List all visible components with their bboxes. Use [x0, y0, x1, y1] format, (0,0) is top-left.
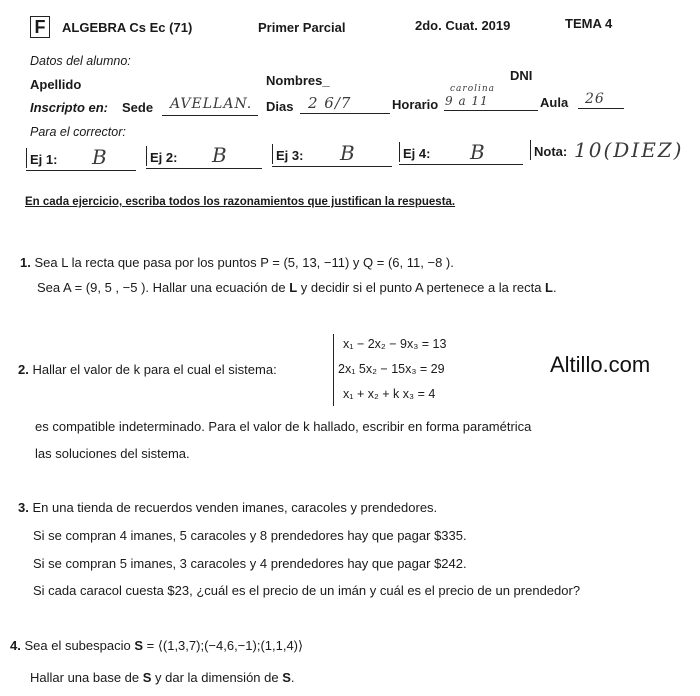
watermark: Altillo.com: [550, 352, 651, 377]
question-3: [18, 500, 437, 515]
question-4-set: = ⟨(1,3,7);(−4,6,−1);(1,1,4)⟩: [143, 638, 304, 653]
grade-value: 10(DIEZ): [574, 138, 684, 162]
grade-row-bar: [272, 144, 273, 164]
grade-label: Nota:: [534, 144, 568, 159]
dias-label: Dias: [266, 99, 294, 114]
question-2-line-2: es compatible indeterminado. Para el valor de k hallado, escribir en forma paramétrica: [35, 419, 532, 434]
question-4-line-2: Hallar una base de S y dar la dimensión de S.: [30, 670, 295, 685]
question-number: 3.: [18, 500, 29, 515]
dias-value: 2 6/7: [308, 94, 352, 112]
question-1-line-1: Sea L la recta que pasa por los puntos P = (5, 13, −11) y Q = (6, 11, −8 ).: [34, 255, 454, 270]
aula-label: Aula: [540, 95, 569, 110]
horario-value: 9 a 11: [445, 94, 489, 108]
ej2-label: Ej 2:: [150, 150, 178, 165]
question-3-line-4: Si cada caracol cuesta $23, ¿cuál es el precio de un imán y cuál es el precio de un prendedor?: [33, 583, 581, 598]
question-3-line-2: Si se compran 4 imanes, 5 caracoles y 8 prendedores hay que pagar $335.: [33, 528, 467, 543]
ej1-underline: [26, 170, 136, 171]
question-number: 4.: [10, 638, 21, 653]
form-letter-badge: F: [30, 16, 50, 38]
theme-label: TEMA 4: [565, 16, 613, 31]
ej3-mark: B: [340, 141, 356, 165]
ej1-label: Ej 1:: [30, 152, 58, 167]
ej2-underline: [146, 168, 262, 169]
question-1-line-2: Sea A = (9, 5 , −5 ). Hallar una ecuación de L y decidir si el punto A pertenece a la recta L.: [37, 280, 557, 295]
question-2-line-3: las soluciones del sistema.: [35, 446, 190, 461]
question-number: 1.: [20, 255, 31, 270]
horario-label: Horario: [392, 97, 439, 112]
surname-label: Apellido: [30, 77, 82, 92]
corrector-section-label: Para el corrector:: [30, 125, 126, 139]
system-equation-2: 2x₁ 5x₂ − 15x₃ = 29: [338, 362, 445, 376]
question-3-line-1: En una tienda de recuerdos venden imanes, caracoles y prendedores.: [32, 500, 438, 515]
dni-label: DNI: [510, 68, 533, 83]
instruction-text: En cada ejercicio, escriba todos los razonamientos que justifican la respuesta.: [25, 196, 456, 208]
ej2-mark: B: [212, 143, 228, 167]
question-4: 4. Sea el subespacio S = ⟨(1,3,7);(−4,6,−1);(1,1,4)⟩: [10, 638, 304, 653]
system-brace: [333, 334, 334, 406]
question-2: [18, 362, 277, 377]
course-title: ALGEBRA Cs Ec (71): [62, 20, 193, 35]
student-section-label: Datos del alumno:: [30, 54, 131, 68]
exam-title: Primer Parcial: [258, 20, 346, 35]
ej4-mark: B: [470, 140, 486, 164]
grade-row-bar: [146, 146, 147, 166]
question-3-line-3: Si se compran 5 imanes, 3 caracoles y 4 prendedores hay que pagar $242.: [33, 556, 467, 571]
system-equation-3: x₁ + x₂ + k x₃ = 4: [343, 387, 436, 401]
ej3-label: Ej 3:: [276, 148, 304, 163]
horario-note: carolina: [450, 84, 496, 94]
enrolled-label: Inscripto en:: [30, 100, 109, 115]
sede-underline: [162, 115, 258, 116]
aula-value: 26: [585, 91, 605, 107]
aula-underline: [578, 108, 624, 109]
question-2-intro: Hallar el valor de k para el cual el sistema:: [32, 362, 277, 377]
ej4-underline: [399, 164, 523, 165]
names-label: Nombres_: [266, 73, 330, 88]
ej4-label: Ej 4:: [403, 146, 431, 161]
horario-underline: [444, 110, 538, 111]
dias-underline: [300, 113, 390, 114]
system-equation-1: x₁ − 2x₂ − 9x₃ = 13: [343, 337, 447, 351]
grade-row-bar: [530, 140, 531, 160]
grade-row-bar: [26, 148, 27, 168]
sede-value: AVELLAN.: [170, 96, 253, 112]
ej1-mark: B: [92, 145, 108, 169]
question-4-intro: Sea el subespacio: [24, 638, 135, 653]
question-number: 2.: [18, 362, 29, 377]
ej3-underline: [272, 166, 392, 167]
question-1: [20, 255, 454, 270]
term-label: 2do. Cuat. 2019: [415, 18, 511, 33]
sede-label: Sede: [122, 100, 154, 115]
grade-row-bar: [399, 142, 400, 162]
